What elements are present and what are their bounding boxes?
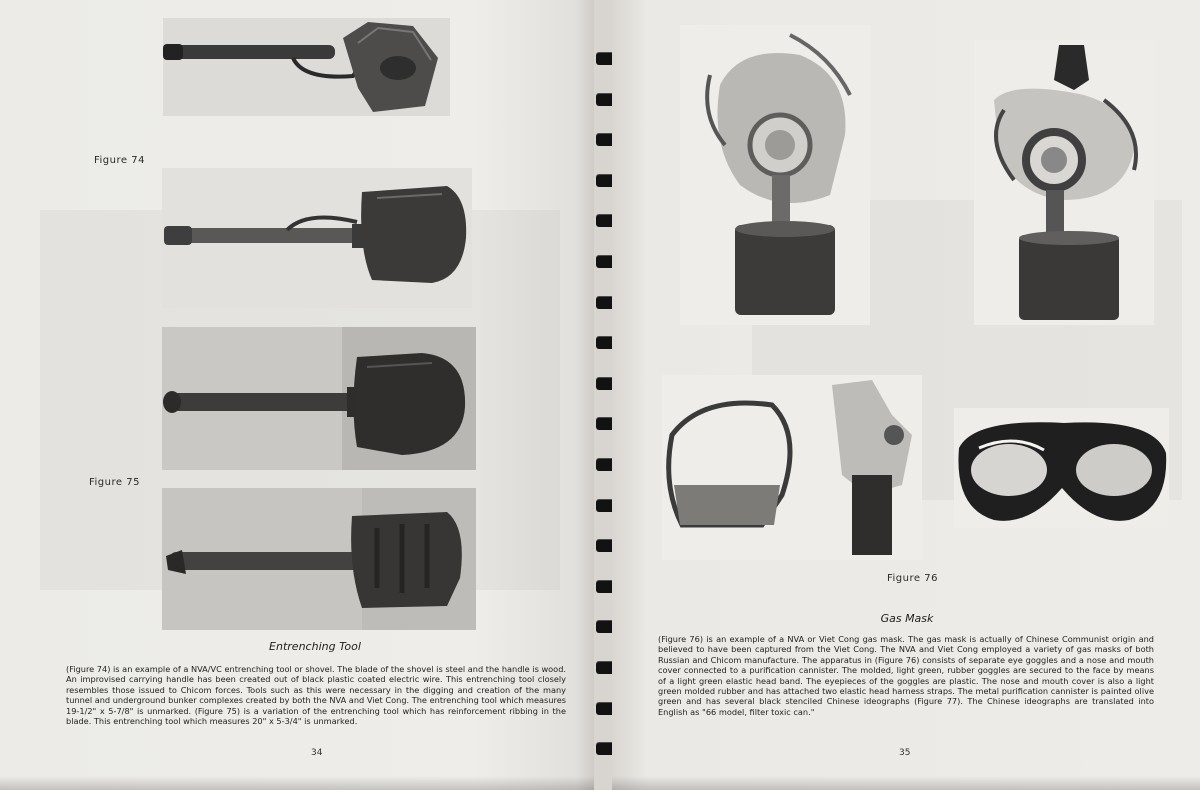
goggles-cover-graphic — [662, 375, 922, 560]
goggles-graphic — [954, 408, 1169, 528]
right-page — [612, 0, 1200, 790]
shovel-4-graphic — [162, 488, 476, 630]
figure-75-caption: Figure 75 — [89, 477, 140, 488]
gas-mask-body: (Figure 76) is an example of a NVA or Viet Cong gas mask. The gas mask is actually of Chinese Communist origin and believed to have been captured from the Viet Cong. The NVA and Viet Cong employed a variety of gas masks of both Russian and Chicom manufacture. The apparatus in (Figure 76) consists of separate eye goggles and a nose and mouth cover connected to a purification cannister. The molded, light green, rubber goggles are secured to the face by means of a light green elastic head band. The eyepieces of the goggles are plastic. The nose and mouth cover is also a light green molded rubber and has attached two elastic head harness straps. The metal purification cannister is painted olive green and has several black stenciled Chinese ideographs (Figure 77). The Chinese ideographs are translated into English as "66 model, filter toxic can." — [658, 634, 1154, 717]
entrenching-tool-heading: Entrenching Tool — [269, 640, 361, 653]
page-number-34: 34 — [311, 748, 323, 758]
gas-mask-front-graphic — [680, 25, 870, 325]
photo-gas-mask-front — [680, 25, 870, 325]
page-number-35: 35 — [899, 748, 911, 758]
entrenching-tool-body: (Figure 74) is an example of a NVA/VC entrenching tool or shovel. The blade of the shovel is steel and the handle is wood. An improvised carrying handle has been created out of black plastic coated electric wire. This entrenching tool closely resembles those issued to Chicom forces. Tools such as this were necessary in the digging and creation of the many tunnel and underground bunker complexes created by both the NVA and Viet Cong. The entrenching tool which measures 19-1/2" x 5-7/8" is unmarked. (Figure 75) is a variation of the entrenching tool which has reinforcement ribbing in the blade. This entrenching tool which measures 20" x 5-3/4" is unmarked. — [66, 664, 566, 727]
right-page-edge-shadow — [612, 776, 1200, 790]
left-page-edge-shadow — [0, 776, 594, 790]
gas-mask-heading: Gas Mask — [880, 612, 934, 625]
shovel-3-graphic — [162, 327, 476, 470]
photo-shovel-3 — [162, 327, 476, 470]
figure-74-caption: Figure 74 — [94, 155, 145, 166]
photo-shovel-2 — [162, 168, 472, 308]
shovel-2-graphic — [162, 168, 472, 308]
photo-shovel-4 — [162, 488, 476, 630]
photo-gas-mask-side — [974, 40, 1154, 325]
photo-shovel-1 — [163, 18, 450, 116]
photo-goggles-and-cover — [662, 375, 922, 560]
left-page — [0, 0, 594, 790]
photo-goggles — [954, 408, 1169, 528]
gas-mask-side-graphic — [974, 40, 1154, 325]
shovel-1-graphic — [163, 18, 450, 116]
figure-76-caption: Figure 76 — [887, 573, 938, 584]
